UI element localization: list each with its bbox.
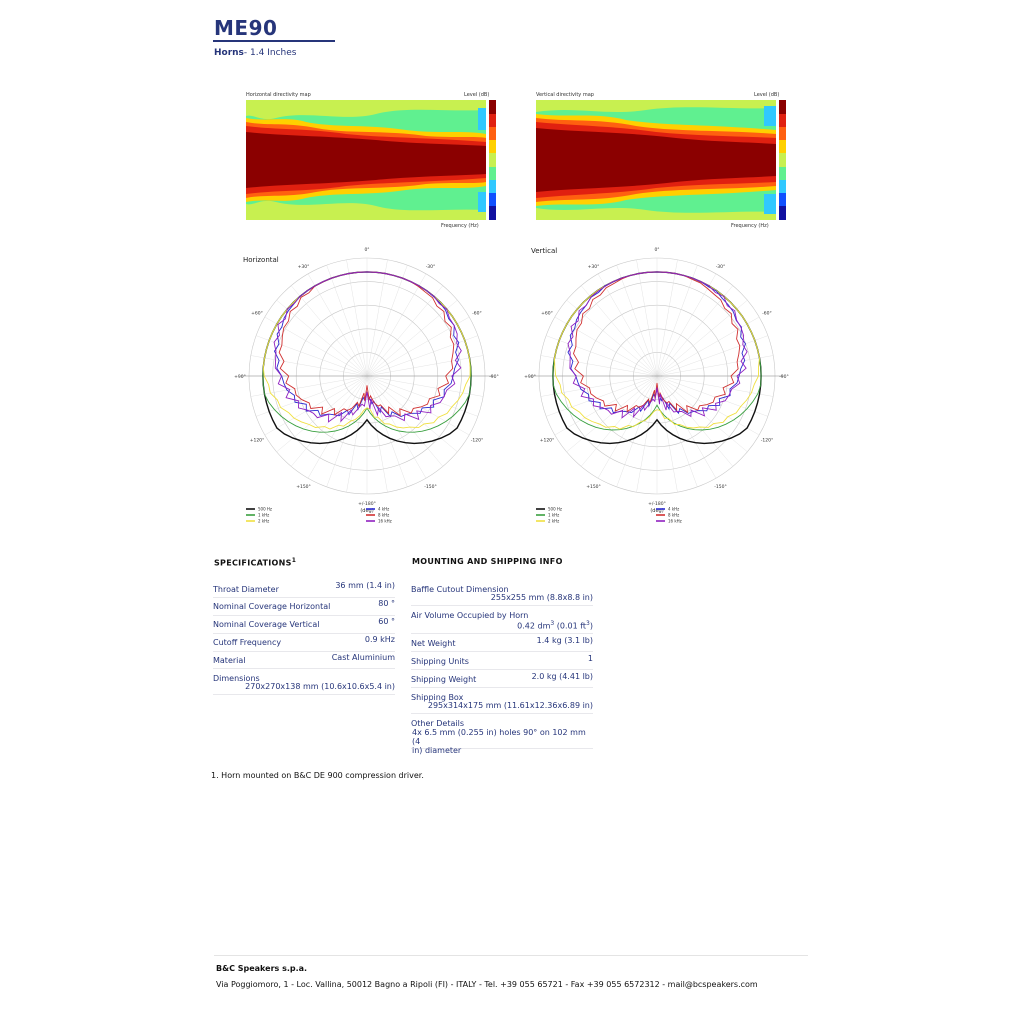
mounting-heading: MOUNTING AND SHIPPING INFO [412,557,563,566]
mounting-row [411,652,593,670]
horizontal-directivity-map [234,92,490,232]
air-volume-exponent: 3 [550,620,555,627]
directivity-map-frequency-label: Frequency (Hz) [731,223,769,229]
polar-angle-label: +90° [524,375,536,380]
polar-grid-spoke [367,376,457,452]
mounting-row [411,715,593,755]
directivity-heatmap [536,100,776,220]
legend-label: 500 Hz [258,506,273,512]
spec-row [213,670,395,695]
spec-value: 0.9 kHz [364,635,395,644]
category-label: Horns [214,48,244,58]
polar-grid-spoke [367,286,443,376]
horizontal-polar-plot [234,244,499,532]
directivity-map-title: Vertical directivity map [536,92,594,98]
mounting-value: 1 [587,654,593,663]
polar-angle-label: -150° [714,484,727,490]
spec-label: Material [213,656,246,665]
polar-grid-spoke [657,300,747,376]
polar-angle-label: -60° [472,311,482,317]
mounting-label: Shipping Weight [411,675,477,684]
directivity-map-title: Horizontal directivity map [246,92,311,98]
polar-angle-label: +60° [251,311,263,317]
vertical-polar-plot [524,244,789,532]
mounting-row [411,688,593,714]
legend-label: 4 kHz [378,506,390,512]
spec-label: Nominal Coverage Vertical [213,620,320,629]
polar-unit-label: (deg) [650,508,664,514]
vertical-directivity-map [524,92,780,232]
polar-chart [524,244,789,532]
polar-angle-label: -90° [779,375,789,380]
polar-angle-label: -150° [424,484,437,490]
polar-angle-label: -90° [489,375,499,380]
polar-angle-label: 0° [364,248,370,253]
mounting-label: Baffle Cutout Dimension [411,585,509,594]
polar-series-curve [263,272,470,429]
footer-divider [214,955,808,956]
spec-label: Throat Diameter [213,585,279,594]
spec-row [213,598,395,616]
polar-angle-label: -30° [715,265,726,271]
legend-label: 1 kHz [258,512,270,518]
polar-angle-label: +/-180° [648,502,666,507]
mounting-label: Shipping Units [411,657,469,666]
mounting-row [411,581,593,606]
polar-plot-title: Horizontal [243,256,279,264]
directivity-map-frequency-label: Frequency (Hz) [441,223,479,229]
page-subtitle [214,48,296,58]
spec-value: 80 ° [378,599,395,608]
legend-label: 8 kHz [668,512,680,518]
spec-label: Nominal Coverage Horizontal [213,602,331,611]
polar-angle-label: -30° [425,265,436,271]
mounting-value: 4x 6.5 mm (0.255 in) holes 90° on 102 mm (4 in) diameter [412,728,586,755]
polar-plot-title: Vertical [531,247,558,255]
polar-angle-label: 0° [654,248,660,253]
mounting-value: 1.4 kg (3.1 lb) [536,636,593,645]
legend-label: 8 kHz [378,512,390,518]
spec-label: Cutoff Frequency [213,638,282,647]
air-volume-imperial: (0.01 ft [554,621,587,631]
polar-angle-label: +150° [586,484,601,490]
legend-label: 2 kHz [548,518,560,524]
spec-row [213,634,395,652]
directivity-map-level-label: Level (dB) [464,92,490,98]
mounting-label: Shipping Box [411,693,464,702]
spec-row [213,652,395,669]
polar-angle-label: +120° [249,438,265,444]
polar-angle-label: +120° [539,438,555,444]
mounting-row [411,634,593,652]
mounting-value: 2.0 kg (4.41 lb) [531,672,593,681]
spec-value: 270x270x138 mm (10.6x10.6x5.4 in) [245,682,395,691]
polar-grid-spoke [291,286,367,376]
title-underline [213,40,335,42]
polar-angle-label: +90° [234,375,246,380]
mounting-label: Other Details [411,719,464,728]
spec-value: Cast Aluminium [331,653,395,662]
specifications-heading-text: SPECIFICATIONS [214,558,292,568]
level-colorbar [489,100,496,220]
air-volume-imperial-exponent: 3 [586,620,590,627]
polar-angle-label: +60° [541,311,553,317]
spec-row [213,616,395,634]
mounting-label: Air Volume Occupied by Horn [411,611,529,620]
footer-address: Via Poggiomoro, 1 - Loc. Vallina, 50012 Bagno a Ripoli (FI) - ITALY - Tel. +39 055 65721 - Fax +39 055 6572312 - mail@bcspeakers.com [216,980,758,989]
directivity-map-level-label: Level (dB) [754,92,780,98]
polar-chart [234,244,499,532]
specifications-heading [214,557,296,568]
legend-label: 500 Hz [548,506,563,512]
polar-unit-label: (deg) [360,508,374,514]
legend-label: 1 kHz [548,512,560,518]
page-title: ME90 [214,16,278,40]
polar-grid-spoke [657,376,733,466]
spec-row [213,581,395,598]
mounting-value: 255x255 mm (8.8x8.8 in) [490,593,593,602]
polar-angle-label: +30° [587,265,600,271]
legend-label: 16 kHz [378,518,392,524]
footnote: 1. Horn mounted on B&C DE 900 compression driver. [211,771,424,780]
mounting-value: 295x314x175 mm (11.61x12.36x6.89 in) [427,701,593,710]
polar-angle-label: +/-180° [358,502,376,507]
polar-grid-spoke [657,286,733,376]
air-volume-value: 0.42 dm [517,621,551,631]
polar-angle-label: -120° [470,438,484,444]
legend-label: 2 kHz [258,518,270,524]
polar-angle-label: +150° [296,484,311,490]
air-volume-close: ) [589,621,593,631]
polar-angle-label: -120° [760,438,774,444]
spec-value: 36 mm (1.4 in) [335,581,395,590]
spec-label: Dimensions [213,674,260,683]
polar-angle-label: +30° [297,265,310,271]
mounting-row [411,607,593,634]
footer-company: B&C Speakers s.p.a. [216,964,308,973]
legend-label: 4 kHz [668,506,680,512]
mounting-label: Net Weight [411,639,456,648]
mounting-row [411,670,593,688]
spec-value: 60 ° [378,617,395,626]
polar-angle-label: -60° [762,311,772,317]
subtitle-detail: - 1.4 Inches [243,48,297,58]
mounting-value [517,620,593,631]
polar-grid-spoke [567,300,657,376]
footnote-marker: 1 [291,557,297,564]
legend-label: 16 kHz [668,518,682,524]
level-colorbar [779,100,786,220]
directivity-heatmap [246,100,486,220]
